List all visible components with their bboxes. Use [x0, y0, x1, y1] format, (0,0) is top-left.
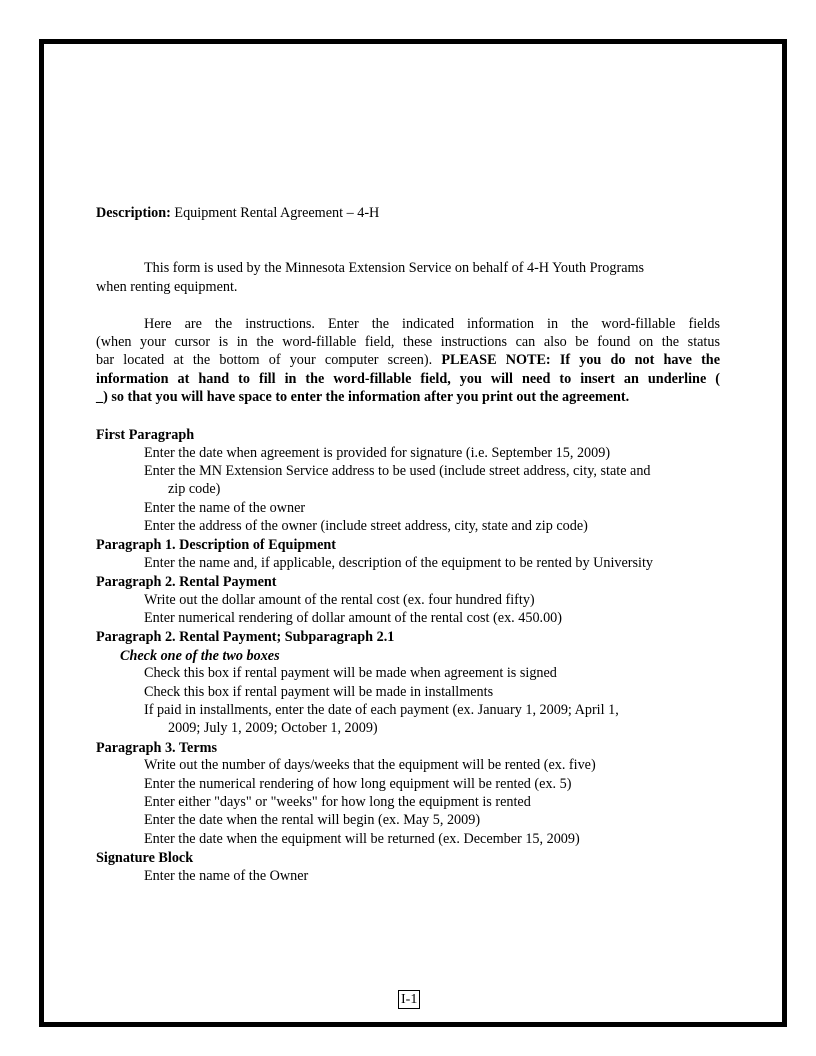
list-item: Enter the name of the Owner [144, 868, 309, 884]
list-item: Enter the numerical rendering of how long equipment will be rented (ex. 5) [144, 776, 572, 792]
intro-p2-line5: _) so that you will have space to enter the information after you print out the agreement. [96, 389, 630, 405]
list-item: Write out the number of days/weeks that the equipment will be rented (ex. five) [144, 757, 596, 773]
list-item: Enter the name and, if applicable, description of the equipment to be rented by University [144, 555, 654, 571]
list-item: Check this box if rental payment will be made in installments [144, 684, 494, 700]
please-note: PLEASE NOTE: If you do not have the [441, 352, 720, 368]
section-heading-paragraph-3: Paragraph 3. Terms [96, 740, 217, 756]
intro-p1-line2: when renting equipment. [96, 279, 238, 295]
section-heading-paragraph-2: Paragraph 2. Rental Payment [96, 574, 277, 590]
intro-p2-line1: Here are the instructions. Enter the indicated information in the word-fillable fields [144, 316, 720, 332]
list-item: Enter the name of the owner [144, 500, 306, 516]
intro-p1-line1: This form is used by the Minnesota Extension Service on behalf of 4-H Youth Programs [144, 260, 645, 276]
list-item: 2009; July 1, 2009; October 1, 2009) [168, 720, 378, 736]
page-number: I-1 [398, 990, 420, 1009]
section-heading-first-paragraph: First Paragraph [96, 427, 195, 443]
list-item: Enter either "days" or "weeks" for how long the equipment is rented [144, 794, 531, 810]
intro-p2-line4: information at hand to fill in the word-fillable field, you will need to insert an underline ( [96, 371, 720, 387]
list-item: Check this box if rental payment will be made when agreement is signed [144, 665, 557, 681]
section-subheading-check-boxes: Check one of the two boxes [120, 648, 280, 664]
list-item: If paid in installments, enter the date of each payment (ex. January 1, 2009; April 1, [144, 702, 619, 718]
list-item: Enter numerical rendering of dollar amount of the rental cost (ex. 450.00) [144, 610, 562, 626]
section-heading-paragraph-2-1: Paragraph 2. Rental Payment; Subparagraph 2.1 [96, 629, 395, 645]
list-item: Enter the address of the owner (include street address, city, state and zip code) [144, 518, 588, 534]
description-value: Equipment Rental Agreement – 4-H [174, 205, 380, 221]
list-item: Enter the date when the equipment will be returned (ex. December 15, 2009) [144, 831, 580, 847]
section-heading-signature-block: Signature Block [96, 850, 194, 866]
description-label: Description: [96, 205, 171, 221]
list-item: Write out the dollar amount of the rental cost (ex. four hundred fifty) [144, 592, 535, 608]
list-item: Enter the date when the rental will begin (ex. May 5, 2009) [144, 812, 481, 828]
section-heading-paragraph-1: Paragraph 1. Description of Equipment [96, 537, 337, 553]
intro-p2-line3a: bar located at the bottom of your computer screen). [96, 352, 433, 368]
list-item: Enter the MN Extension Service address to be used (include street address, city, state and [144, 463, 651, 479]
intro-p2-line3 [96, 351, 720, 369]
intro-p2-line2: (when your cursor is in the word-fillable field, these instructions can also be found on the status [96, 334, 720, 350]
list-item: zip code) [168, 481, 221, 497]
description-line [96, 204, 379, 222]
list-item: Enter the date when agreement is provided for signature (i.e. September 15, 2009) [144, 445, 611, 461]
